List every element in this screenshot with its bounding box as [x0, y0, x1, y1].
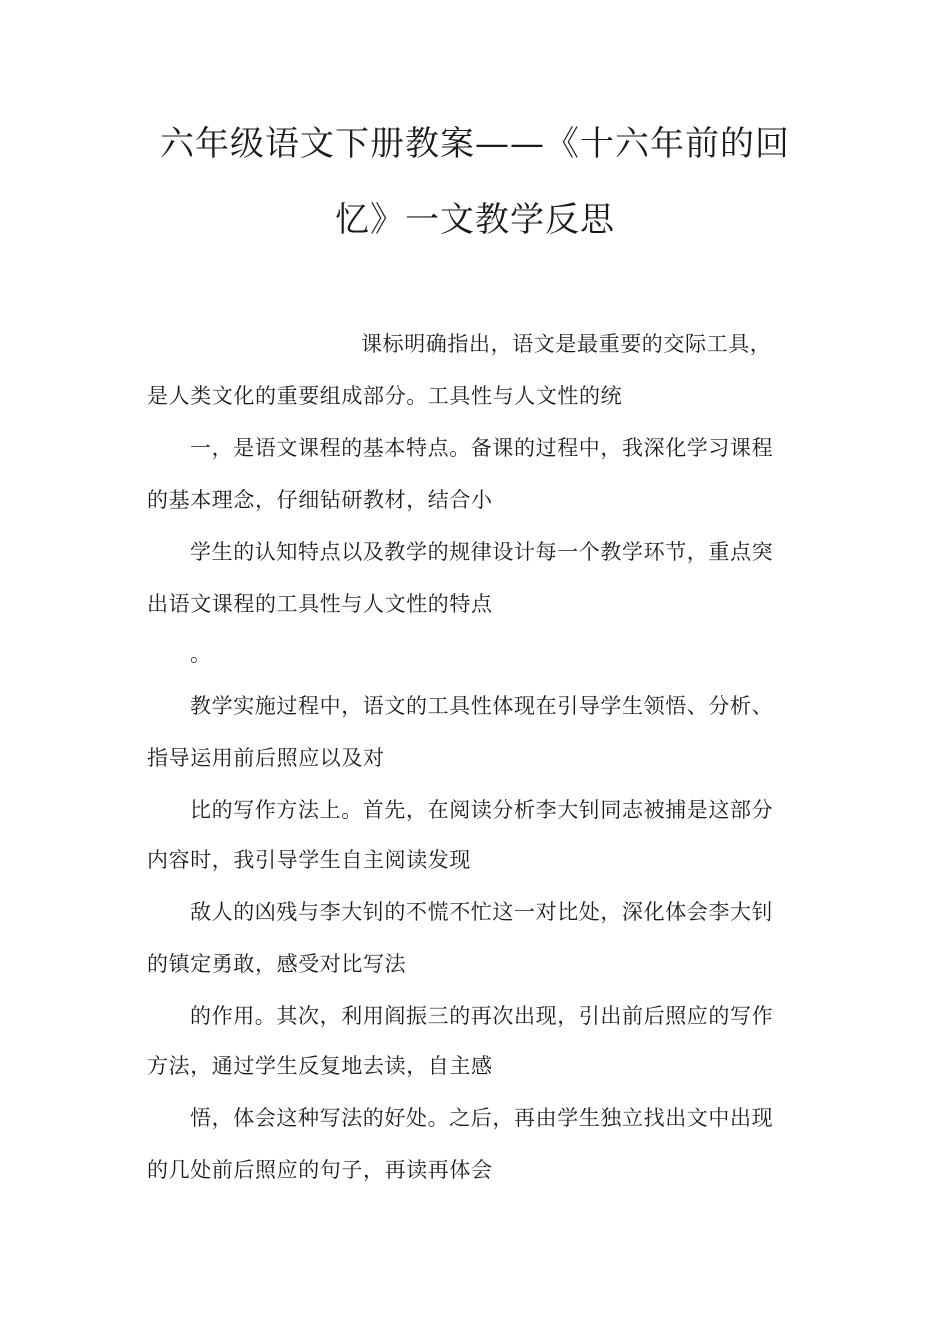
- body-line: 内容时，我引导学生自主阅读发现: [147, 848, 471, 872]
- body-line: 方法，通过学生反复地去读，自主感: [147, 1054, 493, 1078]
- body-line: 指导运用前后照应以及对: [147, 746, 385, 770]
- body-line: 悟，体会这种写法的好处。之后，再由学生独立找出文中出现: [190, 1106, 774, 1130]
- body-line: 教学实施过程中，语文的工具性体现在引导学生领悟、分析、: [190, 694, 774, 718]
- body-line: 是人类文化的重要组成部分。工具性与人文性的统: [147, 384, 623, 408]
- body-line: 课标明确指出，语文是最重要的交际工具，: [361, 332, 772, 356]
- body-line: 的作用。其次，利用阎振三的再次出现，引出前后照应的写作: [190, 1004, 774, 1028]
- document-title-line-2: 忆》一文教学反思: [335, 200, 615, 240]
- document-title-line-1: 六年级语文下册教案——《十六年前的回: [160, 124, 790, 164]
- body-line: 比的写作方法上。首先，在阅读分析李大钊同志被捕是这部分: [190, 798, 774, 822]
- body-line: 学生的认知特点以及教学的规律设计每一个教学环节，重点突: [190, 540, 774, 564]
- body-line: 出语文课程的工具性与人文性的特点: [147, 592, 493, 616]
- body-line: 敌人的凶残与李大钊的不慌不忙这一对比处，深化体会李大钊: [190, 900, 774, 924]
- body-line: 的镇定勇敢，感受对比写法: [147, 952, 407, 976]
- body-line: 的基本理念，仔细钻研教材，结合小: [147, 488, 493, 512]
- body-line: 一，是语文课程的基本特点。备课的过程中，我深化学习课程: [190, 436, 774, 460]
- body-line: 。: [190, 642, 212, 666]
- body-line: 的几处前后照应的句子，再读再体会: [147, 1158, 493, 1182]
